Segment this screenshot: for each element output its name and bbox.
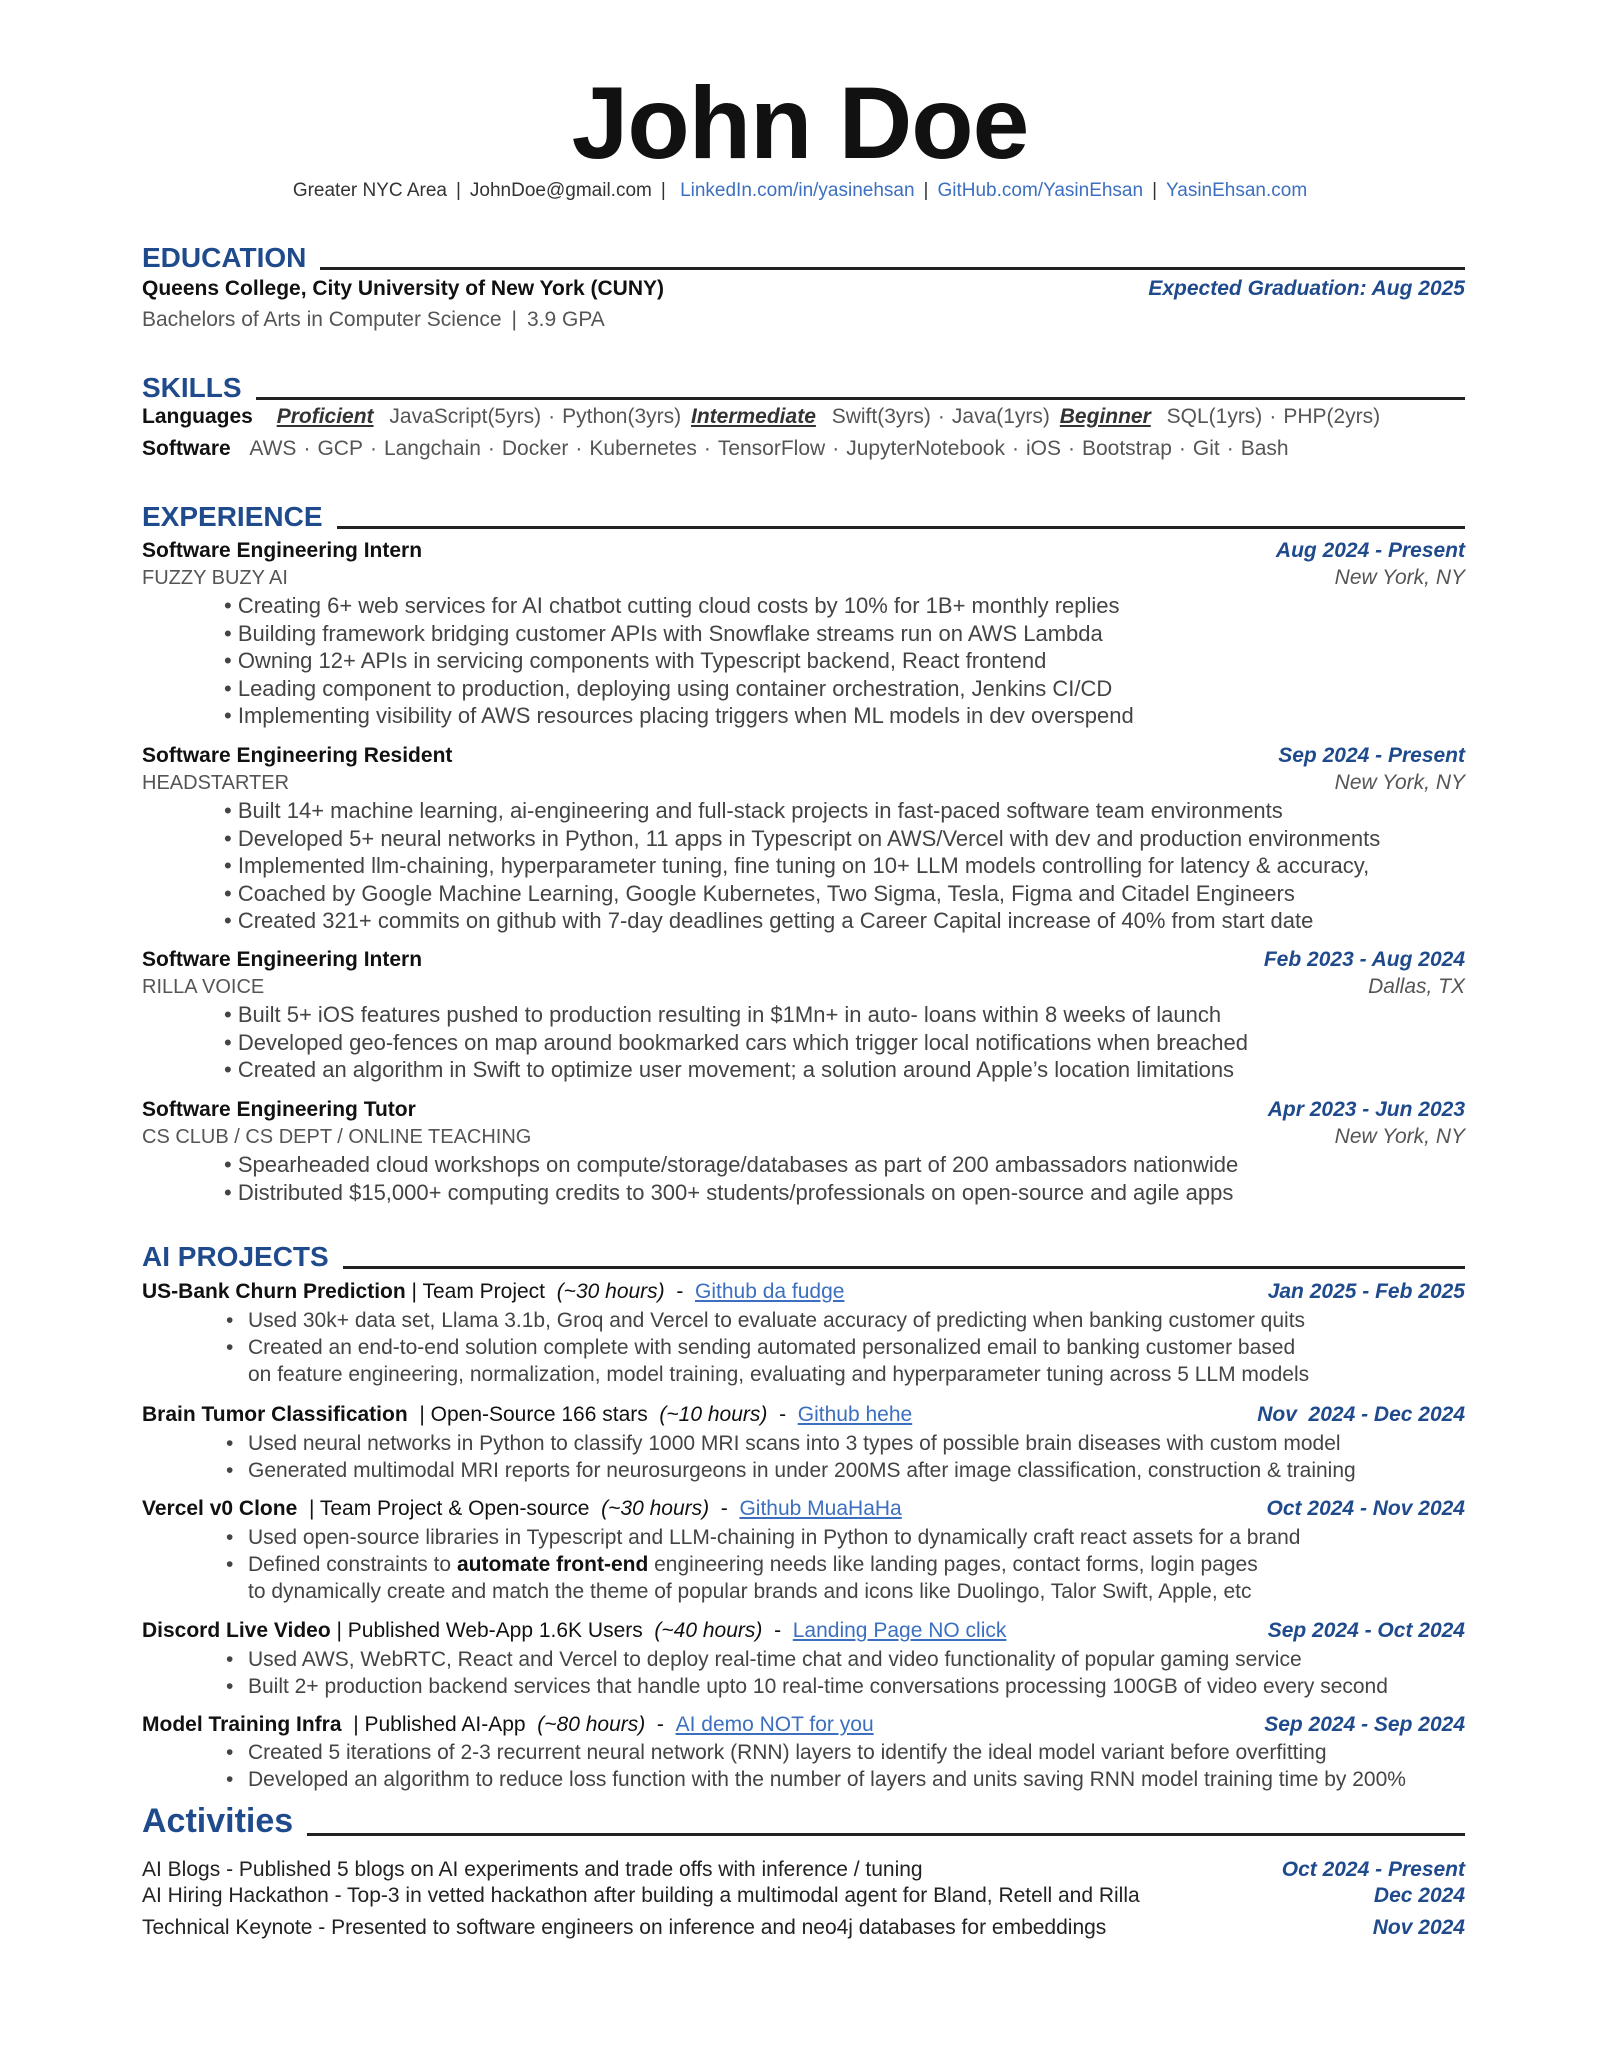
job-title: Software Engineering Resident (142, 744, 453, 767)
skill-item: AWS (249, 437, 297, 460)
bullet: • Generated multimodal MRI reports for neurosurgeons in under 200MS after image classification, construction & training (226, 1457, 1486, 1484)
dot-separator: · (832, 437, 840, 460)
bullet: • Leading component to production, deploying using container orchestration, Jenkins CI/CD (224, 675, 1484, 703)
bullet-emphasis: automate front-end (456, 1553, 649, 1576)
bullet: • Used neural networks in Python to classify 1000 MRI scans into 3 types of possible brain diseases with custom model (226, 1430, 1486, 1457)
section-title: EXPERIENCE (142, 501, 323, 532)
job-bullets (224, 592, 1484, 730)
dot-separator: · (1226, 437, 1234, 460)
project-hours: (~30 hours) (556, 1280, 665, 1303)
dot-separator: · (1011, 437, 1019, 460)
skill-item: Docker (501, 437, 569, 460)
bullet: • Developed 5+ neural networks in Python, 11 apps in Typescript on AWS/Vercel with dev and production environments (224, 825, 1484, 853)
section-rule (307, 1833, 1465, 1836)
project-hours: (~10 hours) (659, 1403, 768, 1426)
skill-item: TensorFlow (717, 437, 826, 460)
candidate-name: John Doe (571, 66, 1029, 180)
project-dates: Jan 2025 - Feb 2025 (1267, 1280, 1465, 1303)
skill-item: Bash (1240, 437, 1289, 460)
job-dates: Feb 2023 - Aug 2024 (1263, 948, 1465, 971)
bullet: • Creating 6+ web services for AI chatbot cutting cloud costs by 10% for 1B+ monthly replies (224, 592, 1484, 620)
dash: - (774, 1619, 782, 1642)
activity-title: AI Blogs (142, 1858, 221, 1881)
project-hours: (~30 hours) (601, 1497, 710, 1520)
project-link[interactable]: Github MuaHaHa (739, 1497, 902, 1520)
graduation-date: Expected Graduation: Aug 2025 (1148, 277, 1465, 300)
skill-item: PHP(2yrs) (1283, 405, 1381, 428)
project-dates: Sep 2024 - Sep 2024 (1264, 1713, 1465, 1736)
dot-separator: · (937, 405, 945, 428)
software-row (142, 437, 1482, 461)
degree-row (142, 307, 1465, 332)
proficient-label: Proficient (276, 405, 374, 428)
bullet: • Owning 12+ APIs in servicing components with Typescript backend, React frontend (224, 647, 1484, 675)
project-title-row (142, 1496, 1465, 1521)
bullet: • Implemented llm-chaining, hyperparameter tuning, fine tuning on 10+ LLM models controlling for latency & accuracy, (224, 852, 1484, 880)
dash: - (676, 1280, 684, 1303)
project-meta: | Open-Source 166 stars (419, 1403, 648, 1426)
company-name: CS CLUB / CS DEPT / ONLINE TEACHING (142, 1126, 532, 1148)
activity-desc: - Top-3 in vetted hackathon after building a multimodal agent for Bland, Retell and Rilla (334, 1884, 1140, 1907)
project-name: Vercel v0 Clone (142, 1497, 298, 1520)
job-company-row (142, 1124, 1465, 1149)
activity-row (142, 1858, 1465, 1882)
activity-row (142, 1884, 1465, 1908)
project-link[interactable]: Github da fudge (695, 1280, 845, 1303)
section-title: EDUCATION (142, 242, 307, 273)
job-bullets (224, 1151, 1484, 1206)
bullet: • Implementing visibility of AWS resources placing triggers when ML models in dev overspend (224, 702, 1484, 730)
website-link[interactable]: YasinEhsan.com (1166, 180, 1308, 201)
job-title: Software Engineering Tutor (142, 1098, 416, 1121)
activity-title: Technical Keynote (142, 1916, 313, 1939)
job-location: New York, NY (1334, 771, 1465, 794)
bullet: • Built 5+ iOS features pushed to production resulting in $1Mn+ in auto- loans within 8 weeks of launch (224, 1001, 1484, 1029)
project-hours: (~40 hours) (654, 1619, 763, 1642)
bullet: • Used 30k+ data set, Llama 3.1b, Groq and Vercel to evaluate accuracy of predicting when banking customer quits (226, 1307, 1486, 1334)
activity-dates: Dec 2024 (1373, 1884, 1465, 1907)
skill-item: Bootstrap (1081, 437, 1172, 460)
bullet: • Coached by Google Machine Learning, Google Kubernetes, Two Sigma, Tesla, Figma and Citadel Engineers (224, 880, 1484, 908)
languages-label: Languages (142, 405, 253, 428)
bullet: • Spearheaded cloud workshops on compute/storage/databases as part of 200 ambassadors nationwide (224, 1151, 1484, 1179)
project-dates: Sep 2024 - Oct 2024 (1267, 1619, 1465, 1642)
dot-separator: · (487, 437, 495, 460)
contact-email[interactable]: JohnDoe@gmail.com (469, 180, 652, 201)
dot-separator: · (1178, 437, 1186, 460)
project-bullets (226, 1430, 1486, 1484)
dot-separator: · (1067, 437, 1075, 460)
bullet: • Developed an algorithm to reduce loss function with the number of layers and units saving RNN model training time by 200% (226, 1766, 1486, 1793)
job-title: Software Engineering Intern (142, 539, 423, 562)
activity-dates: Oct 2024 - Present (1281, 1858, 1465, 1881)
bullet: • Used open-source libraries in Typescript and LLM-chaining in Python to dynamically craft react assets for a brand (226, 1524, 1486, 1551)
project-name: Discord Live Video (142, 1619, 331, 1642)
section-rule (320, 267, 1465, 270)
company-name: RILLA VOICE (142, 976, 265, 998)
skill-item: Swift(3yrs) (831, 405, 931, 428)
bullet-text: engineering needs like landing pages, contact forms, login pages (654, 1553, 1258, 1576)
dot-separator: · (1269, 405, 1277, 428)
languages-row (142, 405, 1482, 429)
skill-item: JupyterNotebook (846, 437, 1005, 460)
separator: | (660, 180, 666, 201)
dot-separator: · (575, 437, 583, 460)
degree: Bachelors of Arts in Computer Science (142, 308, 502, 331)
bullet: • Used AWS, WebRTC, React and Vercel to deploy real-time chat and video functionality of popular gaming service (226, 1646, 1486, 1673)
separator: | (511, 308, 517, 331)
project-bullets (226, 1307, 1486, 1388)
bullet: • Building framework bridging customer APIs with Snowflake streams run on AWS Lambda (224, 620, 1484, 648)
bullet: • Created 5 iterations of 2-3 recurrent neural network (RNN) layers to identify the ideal model variant before overfitting (226, 1739, 1486, 1766)
bullet: • Created an algorithm in Swift to optimize user movement; a solution around Apple’s location limitations (224, 1056, 1484, 1084)
job-title: Software Engineering Intern (142, 948, 423, 971)
dot-separator: · (369, 437, 377, 460)
skill-item: Python(3yrs) (562, 405, 682, 428)
project-bullets (226, 1524, 1486, 1605)
bullet: • Distributed $15,000+ computing credits to 300+ students/professionals on open-source and agile apps (224, 1179, 1484, 1207)
project-title-row (142, 1712, 1465, 1737)
bullet-continuation: on feature engineering, normalization, model training, evaluating and hyperparameter tuning across 5 LLM models (248, 1363, 1310, 1386)
project-meta: | Published Web-App 1.6K Users (336, 1619, 643, 1642)
activities-heading (142, 1804, 1465, 1838)
gpa: 3.9 GPA (526, 308, 605, 331)
education-row (142, 276, 1465, 301)
skill-item: Java(1yrs) (951, 405, 1050, 428)
section-title: AI PROJECTS (142, 1241, 329, 1272)
skill-item: iOS (1025, 437, 1061, 460)
dot-separator: · (548, 405, 556, 428)
project-name: Model Training Infra (142, 1713, 342, 1736)
project-name: Brain Tumor Classification (142, 1403, 408, 1426)
job-bullets (224, 1001, 1484, 1084)
skill-item: Kubernetes (589, 437, 697, 460)
skill-item: SQL(1yrs) (1166, 405, 1263, 428)
project-title-row (142, 1618, 1465, 1643)
school-name: Queens College, City University of New York (CUNY) (142, 277, 665, 300)
bullet (226, 1551, 1486, 1578)
section-title: SKILLS (142, 372, 242, 403)
education-heading (142, 238, 1465, 272)
skill-item: JavaScript(5yrs) (389, 405, 542, 428)
job-dates: Aug 2024 - Present (1275, 539, 1465, 562)
project-title-row (142, 1402, 1465, 1427)
project-link[interactable]: AI demo NOT for you (675, 1713, 874, 1736)
project-bullets (226, 1646, 1486, 1700)
experience-heading (142, 497, 1465, 531)
software-label: Software (142, 437, 231, 460)
job-title-row (142, 538, 1465, 563)
project-meta: | Team Project & Open-source (308, 1497, 590, 1520)
bullet: • Developed geo-fences on map around bookmarked cars which trigger local notifications when breached (224, 1029, 1484, 1057)
section-rule (343, 1266, 1465, 1269)
activity-desc: - Presented to software engineers on inference and neo4j databases for embeddings (318, 1916, 1107, 1939)
skill-item: GCP (317, 437, 363, 460)
dash: - (720, 1497, 728, 1520)
dot-separator: · (703, 437, 711, 460)
job-company-row (142, 974, 1465, 999)
project-name: US-Bank Churn Prediction (142, 1280, 406, 1303)
skills-heading (142, 368, 1465, 402)
company-name: HEADSTARTER (142, 772, 290, 794)
project-bullets (226, 1739, 1486, 1793)
activity-row (142, 1916, 1465, 1940)
job-title-row (142, 1097, 1465, 1122)
section-rule (337, 526, 1466, 529)
project-title-row (142, 1279, 1465, 1304)
separator: | (455, 180, 461, 201)
job-dates: Sep 2024 - Present (1278, 744, 1465, 767)
job-location: Dallas, TX (1368, 975, 1465, 998)
project-dates: Oct 2024 - Nov 2024 (1266, 1497, 1465, 1520)
activity-dates: Nov 2024 (1372, 1916, 1465, 1939)
project-meta: | Team Project (411, 1280, 546, 1303)
project-meta: | Published AI-App (353, 1713, 526, 1736)
github-link[interactable]: GitHub.com/YasinEhsan (937, 180, 1144, 201)
dot-separator: · (303, 437, 311, 460)
bullet-text: Defined constraints to (248, 1553, 452, 1576)
contact-location: Greater NYC Area (292, 180, 447, 201)
dash: - (779, 1403, 787, 1426)
beginner-label: Beginner (1059, 405, 1151, 428)
bullet: • Created an end-to-end solution complete with sending automated personalized email to banking customer based (226, 1334, 1486, 1361)
project-dates: Nov 2024 - Dec 2024 (1257, 1403, 1465, 1426)
activity-desc: - Published 5 blogs on AI experiments and trade offs with inference / tuning (226, 1858, 923, 1881)
section-rule (256, 397, 1465, 400)
section-title: Activities (142, 1802, 294, 1840)
separator: | (1152, 180, 1157, 201)
project-hours: (~80 hours) (537, 1713, 646, 1736)
job-location: New York, NY (1334, 1125, 1465, 1148)
projects-heading (142, 1237, 1465, 1271)
activity-title: AI Hiring Hackathon (142, 1884, 329, 1907)
separator: | (923, 180, 929, 201)
bullet: • Built 2+ production backend services that handle upto 10 real-time conversations processing 100GB of video every second (226, 1673, 1486, 1700)
project-link[interactable]: Landing Page NO click (792, 1619, 1007, 1642)
bullet: • Created 321+ commits on github with 7-day deadlines getting a Career Capital increase of 40% from start date (224, 907, 1484, 935)
contact-line (0, 180, 1600, 202)
project-link[interactable]: Github hehe (797, 1403, 913, 1426)
job-bullets (224, 797, 1484, 935)
skill-item: Langchain (383, 437, 481, 460)
job-title-row (142, 743, 1465, 768)
linkedin-link[interactable]: LinkedIn.com/in/yasinehsan (680, 180, 915, 201)
job-company-row (142, 770, 1465, 795)
job-dates: Apr 2023 - Jun 2023 (1267, 1098, 1465, 1121)
job-location: New York, NY (1334, 566, 1465, 589)
bullet: • Built 14+ machine learning, ai-engineering and full-stack projects in fast-paced software team environments (224, 797, 1484, 825)
job-title-row (142, 947, 1465, 972)
intermediate-label: Intermediate (691, 405, 816, 428)
job-company-row (142, 565, 1465, 590)
bullet-continuation: to dynamically create and match the theme of popular brands and icons like Duolingo, Talor Swift, Apple, etc (248, 1580, 1252, 1603)
company-name: FUZZY BUZY AI (142, 567, 288, 589)
dash: - (656, 1713, 664, 1736)
skill-item: Git (1192, 437, 1220, 460)
